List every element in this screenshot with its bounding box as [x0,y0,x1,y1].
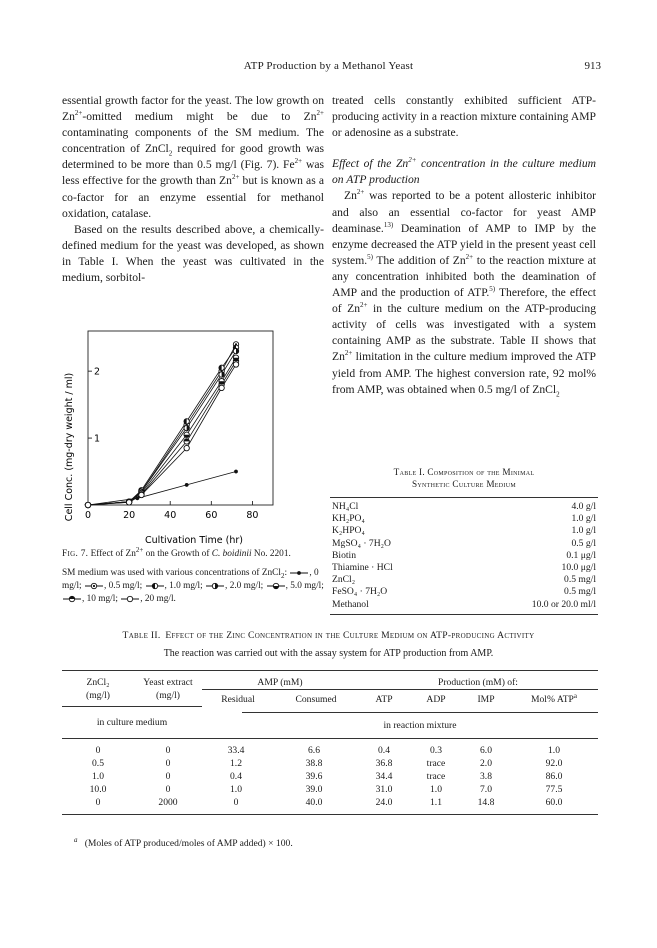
series-markers [85,355,238,508]
table1-amount: 4.0 g/l [571,501,596,512]
table2-cell-yeast-extract: 0 [165,758,171,769]
table1-row [330,599,598,611]
header-consumed: Consumed [295,694,337,705]
x-axis-label: Cultivation Time (hr) [145,535,243,546]
legend-entry [266,581,324,591]
table1-amount: 10.0 or 20.0 ml/l [531,598,596,610]
table2-cell-atp: 34.4 [375,771,393,782]
series-line [88,472,236,505]
x-tick-label: 80 [246,510,259,521]
header-amp-sub [202,690,358,707]
table2-note: The reaction was carried out with the assay system for ATP production from AMP. [163,648,494,659]
legend-label: , 20 mg/l. [140,594,176,604]
table2-cell-imp: 3.8 [480,771,492,782]
table1-component: Biotin [332,549,356,561]
table2-cell-adp: trace [426,771,446,782]
running-header: ATP Production by a Methanol Yeast [243,60,414,72]
table1-component: Methanol [332,598,369,610]
legend-symbol-icon [205,582,225,590]
table2-cell-residual: 33.4 [227,745,245,756]
growth-chart [58,325,328,545]
legend-symbol-icon [62,595,82,603]
legend-label: , 10 mg/l; [82,594,121,604]
table1-row [330,525,598,537]
table2-cell-adp: 0.3 [430,745,442,756]
table1-amount: 0.1 μg/l [566,549,596,561]
legend-symbol-icon [266,582,286,590]
table1-amount: 0.5 mg/l [564,586,596,598]
series-line [88,348,236,505]
caption-title: Fig. 7. Effect of $Zn^{2+}$ on the Growth of C. boidinii No. 2201. [62,545,291,559]
table2-cell-zncl2: 0.5 [92,758,104,769]
table1-component: K₂HPO₄ [332,525,365,537]
table1-row [330,562,598,574]
table1-row [330,550,598,562]
right-column [332,93,596,398]
table2-row [62,770,598,783]
table2-cell-zncl2: 1.0 [92,771,104,782]
legend-entry [205,581,266,591]
header-residual: Residual [221,694,255,705]
table2-cell-adp: trace [426,758,446,769]
series-markers [85,345,238,508]
table2-cell-imp: 2.0 [480,758,492,769]
table1-amount: 10.0 μg/l [561,562,596,574]
table1-row [330,501,598,513]
table2-cell-atp: 36.8 [375,758,393,769]
table1-component: ZnCl₂ [332,574,356,586]
table2-cell-residual: 1.0 [230,784,242,795]
section-heading: Effect of the $Zn^{2+}$ concentration in the culture medium on ATP production [332,156,596,187]
table2-cell-imp: 6.0 [480,745,492,756]
series-markers [85,342,238,508]
marker-filled [185,483,189,487]
series-line [88,344,236,505]
page-number: 913 [584,60,601,72]
header-zncl2: ZnCl₂ (mg/l) [86,677,110,702]
header-adp: ADP [410,690,462,707]
table2-footnote: $^a$ (Moles of ATP produced/moles of AMP added) × 100. [74,835,293,849]
marker-circle [139,492,144,497]
table2-cell-consumed: 40.0 [305,797,323,808]
x-tick-label: 0 [84,510,92,521]
table2-cell-consumed: 39.0 [305,784,323,795]
table2-cell-zncl2: 10.0 [89,784,107,795]
legend-entry [62,594,120,604]
table2-cell-residual: 1.2 [230,758,242,769]
legend-symbol-icon [145,582,165,590]
table2-cell-yeast-extract: 0 [165,771,171,782]
table2-cell-imp: 14.8 [477,797,495,808]
header-imp: IMP [462,690,510,707]
left-paragraph-2: Based on the results described above, a chemically-defined medium for the yeast was developed, as shown in Table I. When the yeast was cultivated in the medium, sorbitol- [62,222,324,285]
plot-frame [88,331,273,505]
table2-cell-adp: 1.1 [430,797,442,808]
header-atp: ATP [358,690,410,707]
table2-row [62,757,598,770]
table2-cell-atp: 0.4 [378,745,390,756]
legend-symbol-icon [289,569,309,577]
table2-title: Table II. Effect of the Zinc Concentration in the Culture Medium on ATP-producing Activity [122,630,535,641]
header-production: Production (mM) of: [438,677,518,688]
table1-component: MgSO₄ · 7H₂O [332,537,391,549]
x-tick-label: 60 [205,510,218,521]
table1-component: KH₂PO₄ [332,513,365,525]
table2-cell-zncl2: 0 [95,797,101,808]
figure-caption [62,545,324,606]
subheader-reaction: in reaction mixture [202,706,598,739]
right-paragraph-1: treated cells constantly exhibited sufficient ATP-producing activity in a reaction mixture containing AMP or adenosine as a substrate. [332,94,596,140]
x-tick-label: 40 [164,510,177,521]
marker-filled [297,571,301,575]
table2-cell-residual: 0.4 [230,771,242,782]
table1-component: Thiamine · HCl [332,562,393,574]
caption-legend: SM medium was used with various concentrations of ZnCl$_2$: , 0 mg/l; , 0.5 mg/l; , 1.0 mg/l; , 2.0 mg/l; , 5.0 mg/l; , 10 mg/l; , 20 mg/l. [62,568,324,604]
marker-filled [135,496,139,500]
legend-label: , 2.0 mg/l; [225,581,266,591]
series-line [88,351,236,505]
table2-cell-zncl2: 0 [95,745,101,756]
table1-amount: 0.5 g/l [571,537,596,549]
table2-cell-yeast-extract: 2000 [158,797,178,808]
legend-symbol-icon [120,595,140,603]
table2-cell-residual: 0 [233,797,239,808]
table2-cell-mol-pct-atp: 86.0 [545,771,563,782]
legend-entry [120,594,176,604]
y-axis-label: Cell Conc. (mg-dry weight / ml) [64,372,75,522]
table2-cell-mol-pct-atp: 60.0 [545,797,563,808]
right-paragraph-2: $Zn^{2+}$ was reported to be a potent allosteric inhibitor and also an essential co-factor for yeast AMP deaminase.$^{13)}$ Deamination of AMP to IMP by the enzyme decreased the ATP yield in the present yeast cell system.$^{5)}$ The addition of $Zn^{2+}$ to the reaction mixture at any concentration inhibited both the deamination of AMP and the production of ATP.$^{5)}$ Therefore, the effect of $Zn^{2+}$ in the culture medium on the ATP-producing activity of cells was investigated with a system containing AMP as the substrate. Table II shows that $Zn^{2+}$ limitation in the culture medium improved the ATP yield from AMP. The highest conversion rate, 92 mol% from AMP, was obtained when 0.5 mg/l of ZnCl$_2$ [332,188,596,398]
legend-label: , 5.0 mg/l; [285,581,324,591]
table2-cell-consumed: 39.6 [305,771,323,782]
table1-amount: 0.5 mg/l [564,574,596,586]
marker-circle [219,385,224,390]
left-paragraph-1: essential growth factor for the yeast. The low growth on $Zn^{2+}$-omitted medium might be due to $Zn^{2+}$ contaminating components of the SM medium. The concentration of ZnCl$_2$ required for good growth was determined to be more than 0.5 mg/l (Fig. 7). $Fe^{2+}$ was less effective for the growth than $Zn^{2+}$ but is known as a co-factor for an enzyme essential for methanol oxidation, catalase. [62,94,325,220]
table2-cell-adp: 1.0 [430,784,442,795]
x-tick-label: 20 [123,510,136,521]
marker-circle [233,362,238,367]
table1-row [330,538,598,550]
series-line [88,364,236,505]
legend-entry [145,581,206,591]
marker-circle [126,500,131,505]
table1-title: Table I. Composition of the Minimal Synthetic Culture Medium [393,467,535,489]
table2-row [62,739,598,758]
marker-filled [234,470,238,474]
series-markers [85,348,238,507]
table2-cell-yeast-extract: 0 [165,784,171,795]
header-mol-pct-atp: Mol% ATP$^a$ [510,690,598,707]
marker-circle [128,596,133,601]
table1-component: FeSO₄ · 7H₂O [332,586,388,598]
table2-cell-mol-pct-atp: 92.0 [545,758,563,769]
table2-cell-yeast-extract: 0 [165,745,171,756]
table2-cell-consumed: 6.6 [308,745,320,756]
table1-row [330,513,598,525]
table2-row [62,783,598,796]
table1-row [330,574,598,586]
table2-cell-consumed: 38.8 [305,758,323,769]
legend-label: , 0 mg/l; [62,568,319,591]
table1-amount: 1.0 g/l [571,513,596,525]
y-tick-label: 1 [94,433,101,445]
figure-7 [58,325,328,545]
left-column [62,93,324,286]
legend-symbol-icon [84,582,104,590]
table2-cell-mol-pct-atp: 1.0 [548,745,560,756]
marker-circle [85,502,90,507]
legend-entry [84,581,145,591]
table2-cell-atp: 31.0 [375,784,393,795]
table1-component: NH₄Cl [332,501,359,512]
table2 [62,670,598,815]
table2-cell-atp: 24.0 [375,797,393,808]
table2-cell-imp: 7.0 [480,784,492,795]
table2-cell-mol-pct-atp: 77.5 [545,784,563,795]
legend-label: , 0.5 mg/l; [103,581,145,591]
subheader-culture: in culture medium [62,706,202,739]
header-amp: AMP (mM) [257,677,303,688]
marker-dot [93,585,95,587]
marker-circle [184,445,189,450]
legend-label: , 1.0 mg/l; [164,581,206,591]
header-yeast-extract: Yeast extract (mg/l) [143,677,193,702]
table1 [330,497,598,615]
series-markers [86,470,238,507]
y-tick-label: 2 [94,366,101,378]
table1-amount: 1.0 g/l [571,525,596,537]
table1-row [330,586,598,598]
table2-row [62,796,598,809]
